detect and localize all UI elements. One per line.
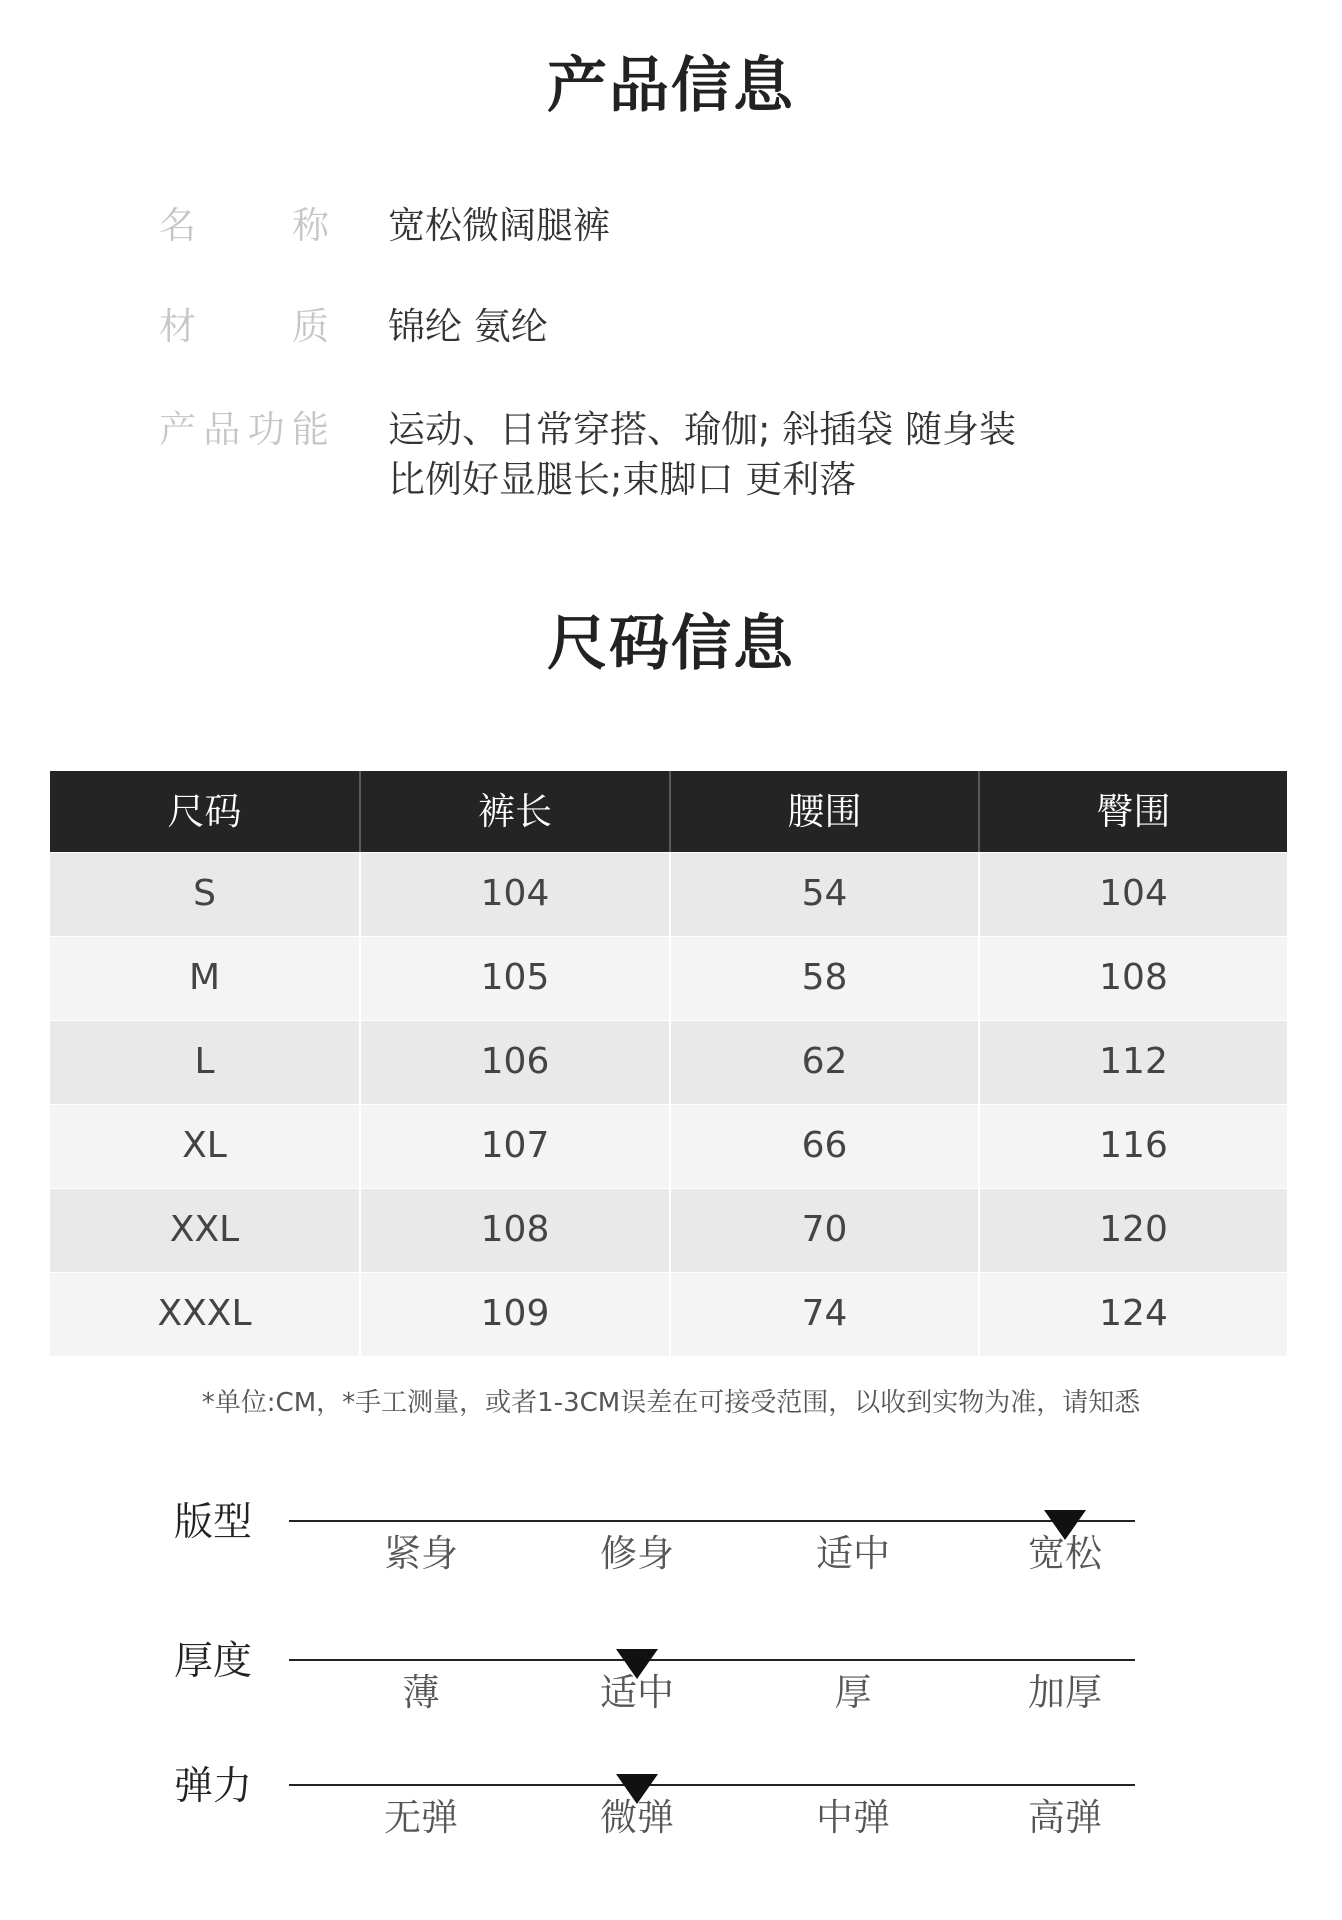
info-value-function-line: 比例好显腿长;束脚口 更利落 bbox=[388, 458, 857, 501]
size-table bbox=[50, 771, 1287, 1356]
table-row bbox=[50, 852, 1287, 936]
scale-option: 高弹 bbox=[1028, 1796, 1102, 1839]
scale-marker-triangle-icon bbox=[616, 1649, 658, 1679]
product-info-title: 产品信息 bbox=[547, 51, 795, 121]
table-cell: 109 bbox=[359, 1273, 669, 1356]
size-info-title: 尺码信息 bbox=[547, 609, 795, 679]
scale-marker-triangle-icon bbox=[1044, 1510, 1086, 1540]
info-value-function-line: 运动、日常穿搭、瑜伽; 斜插袋 随身装 bbox=[388, 408, 1016, 451]
table-cell: XXL bbox=[169, 1209, 240, 1250]
scale-option: 薄 bbox=[402, 1671, 440, 1714]
scale-marker-triangle-icon bbox=[616, 1774, 658, 1804]
table-cell: 62 bbox=[669, 1021, 978, 1104]
thickness-scale bbox=[0, 1639, 1342, 1719]
table-cell: 120 bbox=[978, 1189, 1287, 1272]
table-cell: XXXL bbox=[157, 1293, 252, 1334]
scale-option: 宽松 bbox=[1028, 1532, 1102, 1575]
table-row bbox=[50, 1020, 1287, 1104]
table-cell: 105 bbox=[359, 937, 669, 1020]
scale-line bbox=[289, 1659, 1135, 1661]
table-header-cell: 裤长 bbox=[359, 771, 669, 852]
table-cell: 74 bbox=[669, 1273, 978, 1356]
table-row bbox=[50, 936, 1287, 1020]
measurement-note: *单位:CM，*手工测量，或者1-3CM误差在可接受范围，以收到实物为准，请知悉 bbox=[201, 1388, 1141, 1418]
info-label-function: 产品功能 bbox=[159, 408, 329, 451]
table-header-cell: 腰围 bbox=[669, 771, 978, 852]
table-row bbox=[50, 1104, 1287, 1188]
scale-label: 厚度 bbox=[174, 1639, 253, 1684]
table-cell: 116 bbox=[978, 1105, 1287, 1188]
table-cell: M bbox=[188, 957, 221, 998]
table-cell: 54 bbox=[669, 853, 978, 936]
table-cell: XL bbox=[182, 1125, 227, 1166]
scale-line bbox=[289, 1520, 1135, 1522]
table-cell: 106 bbox=[359, 1021, 669, 1104]
info-label-name: 名称 bbox=[159, 204, 329, 247]
table-cell: 107 bbox=[359, 1105, 669, 1188]
table-cell: 108 bbox=[978, 937, 1287, 1020]
table-cell: 66 bbox=[669, 1105, 978, 1188]
scale-label: 弹力 bbox=[174, 1764, 253, 1809]
table-row bbox=[50, 1272, 1287, 1356]
table-header-cell: 尺码 bbox=[167, 790, 242, 833]
table-cell: 112 bbox=[978, 1021, 1287, 1104]
elasticity-scale bbox=[0, 1764, 1342, 1844]
info-value-name: 宽松微阔腿裤 bbox=[388, 204, 610, 247]
table-header-row bbox=[50, 771, 1287, 852]
table-header-cell: 臀围 bbox=[978, 771, 1287, 852]
table-cell: S bbox=[193, 873, 216, 914]
table-cell: 124 bbox=[978, 1273, 1287, 1356]
scale-option: 紧身 bbox=[384, 1532, 458, 1575]
table-cell: 104 bbox=[978, 853, 1287, 936]
info-value-material: 锦纶 氨纶 bbox=[388, 305, 548, 348]
info-value-function bbox=[388, 405, 1016, 505]
scale-option: 无弹 bbox=[384, 1796, 458, 1839]
table-row bbox=[50, 1188, 1287, 1272]
table-cell: 70 bbox=[669, 1189, 978, 1272]
scale-option: 适中 bbox=[600, 1671, 674, 1714]
table-cell: 104 bbox=[359, 853, 669, 936]
table-cell: 58 bbox=[669, 937, 978, 1020]
scale-label: 版型 bbox=[174, 1500, 253, 1545]
scale-option: 适中 bbox=[816, 1532, 890, 1575]
scale-option: 中弹 bbox=[816, 1796, 890, 1839]
table-cell: L bbox=[194, 1041, 215, 1082]
scale-option: 加厚 bbox=[1028, 1671, 1102, 1714]
scale-option: 微弹 bbox=[600, 1796, 674, 1839]
info-label-material: 材质 bbox=[159, 305, 329, 348]
scale-line bbox=[289, 1784, 1135, 1786]
table-cell: 108 bbox=[359, 1189, 669, 1272]
scale-option: 厚 bbox=[834, 1671, 872, 1714]
fit-scale bbox=[0, 1500, 1342, 1580]
scale-option: 修身 bbox=[600, 1532, 674, 1575]
